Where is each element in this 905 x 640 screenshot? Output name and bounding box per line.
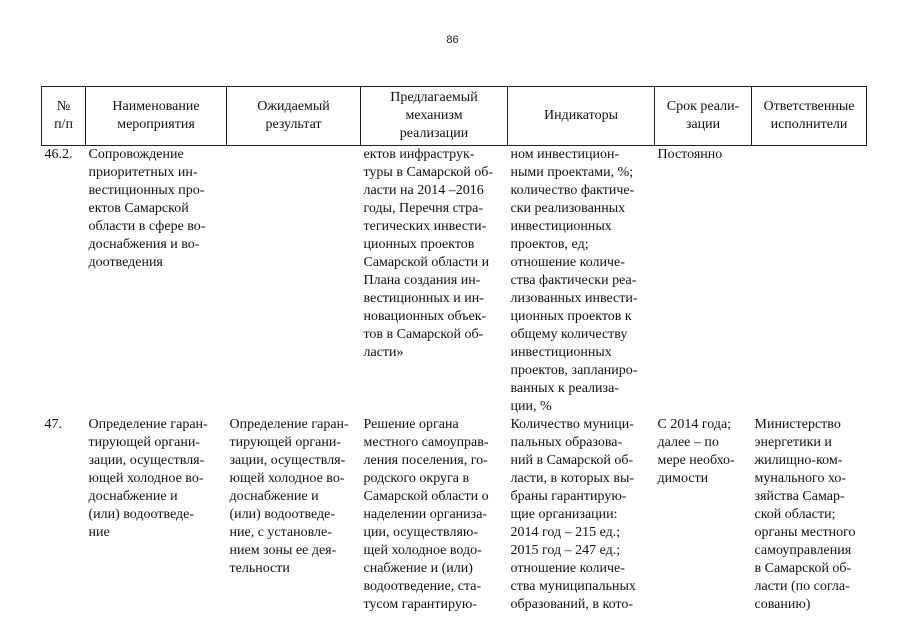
table-row xyxy=(42,146,867,417)
col-header-number: № п/п xyxy=(42,87,86,146)
row-indicators: ном инвестицион- ными проектами, %; количество фактиче- ски реализованных инвестиционных проектов, ед; отношение количе- ства фактически реа- лизованных инвести- ционных проектов к общему количеству инвестиционных проектов, запланиро- ванных к реализа- ции, % xyxy=(510,147,638,414)
col-header-responsible: Ответственные исполнители xyxy=(752,87,867,146)
row-number: 47. xyxy=(44,417,62,432)
row-indicators: Количество муници- пальных образова- ний в Самарской об- ласти, в которых вы- браны гарантирую- щие организации: 2014 год – 215 ед.; 2015 год – 247 ед.; отношение количе- ства муниципальных образований, в кото- xyxy=(510,417,636,612)
table-row xyxy=(42,416,867,614)
row-activity: Сопровождение приоритетных ин- вестиционных про- ектов Самарской области в сфере во- доснабжения и во- доотведения xyxy=(88,147,206,270)
col-header-term: Срок реали- зации xyxy=(655,87,752,146)
col-header-activity: Наименование мероприятия xyxy=(86,87,227,146)
row-mechanism: Решение органа местного самоуправ- ления поселения, го- родского округа в Самарской области о наделении организа- ции, осуществляю- щей холодное водо- снабжение и (или) водоотведение, ста- тусом гарантирую- xyxy=(363,417,489,612)
row-term: С 2014 года; далее – по мере необхо- димости xyxy=(657,417,735,486)
row-mechanism: ектов инфраструк- туры в Самарской об- ласти на 2014 –2016 годы, Перечня стра- тегических инвести- ционных проектов Самарской области и Плана создания ин- вестиционных и ин- новационных объек- тов в Самарской об- ласти» xyxy=(363,147,494,360)
row-responsible: Министерство энергетики и жилищно-ком- мунального хо- зяйства Самар- ской области; органы местного самоуправления в Самарской об- ласти (по согла- сованию) xyxy=(754,417,856,612)
table-header xyxy=(42,87,867,146)
row-activity: Определение гаран- тирующей органи- зации, осуществля- ющей холодное во- доснабжение и (или) водоотведе- ние xyxy=(88,417,208,540)
row-result: Определение гаран- тирующей органи- зации, осуществля- ющей холодное во- доснабжение и (или) водоотведе- ние, с установле- нием зоны ее дея- тельности xyxy=(229,417,349,576)
col-header-mechanism: Предлагаемый механизм реализации xyxy=(361,87,508,146)
col-header-result: Ожидаемый результат xyxy=(227,87,361,146)
row-term: Постоянно xyxy=(657,147,723,162)
page-number: 86 xyxy=(446,34,459,46)
measures-table xyxy=(41,86,867,614)
row-result xyxy=(227,146,361,417)
row-responsible xyxy=(752,146,867,417)
col-header-indicators: Индикаторы xyxy=(508,87,655,146)
row-number: 46.2. xyxy=(44,147,73,162)
